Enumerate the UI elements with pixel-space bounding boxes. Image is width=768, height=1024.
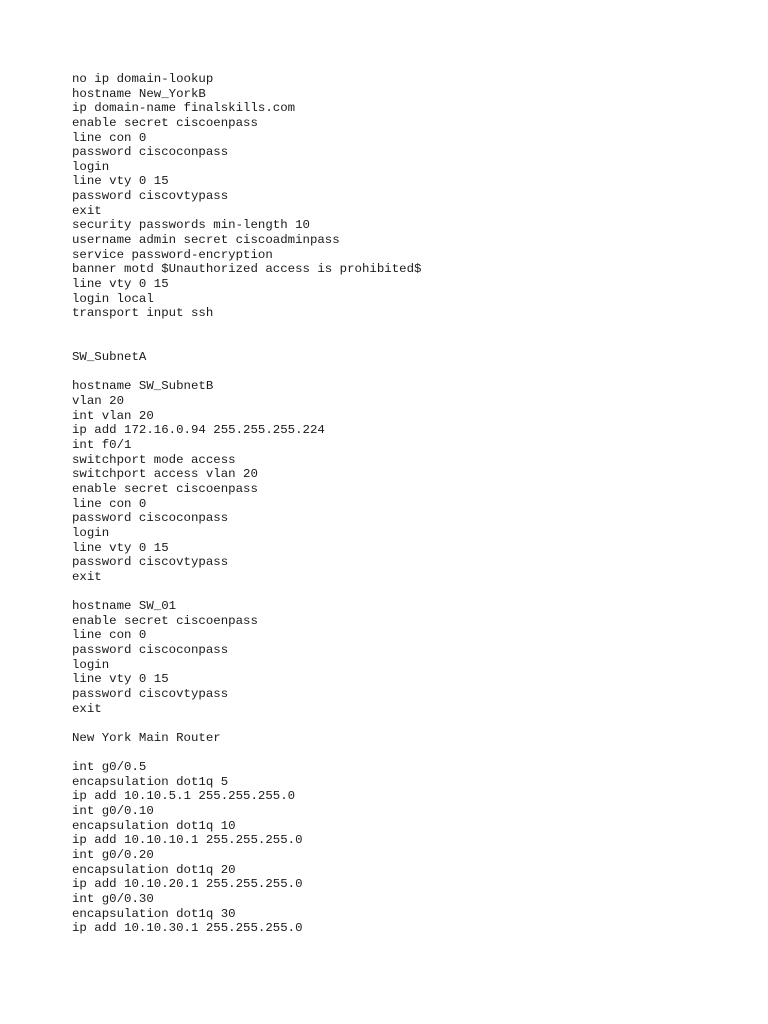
config-line: int f0/1 [72,438,132,453]
config-line: hostname SW_01 [72,599,177,614]
config-line: line vty 0 15 [72,174,169,189]
document-page [72,72,732,936]
config-line: ip domain-name finalskills.com [72,101,296,116]
config-line: enable secret ciscoenpass [72,481,258,496]
config-line: encapsulation dot1q 20 [72,862,236,877]
config-line: exit [72,701,102,716]
config-line: password ciscovtypass [72,189,229,204]
config-line: password ciscovtypass [72,686,229,701]
config-line: ip add 10.10.20.1 255.255.255.0 [72,877,303,892]
config-line: line con 0 [72,130,147,145]
config-line: login local [72,291,154,306]
spacer [72,584,732,599]
config-line: encapsulation dot1q 30 [72,906,236,921]
config-line: ip add 172.16.0.94 255.255.255.224 [72,423,325,438]
config-line: int g0/0.30 [72,891,154,906]
config-line: login [72,657,110,672]
config-line: int g0/0.20 [72,847,154,862]
config-line: int g0/0.5 [72,760,147,775]
config-line: SW_SubnetA [72,350,147,365]
config-line: line vty 0 15 [72,276,169,291]
config-block-sw-01 [72,599,732,716]
config-line: no ip domain-lookup [72,72,214,86]
spacer [72,716,732,731]
config-line: line vty 0 15 [72,672,169,687]
config-line: encapsulation dot1q 5 [72,774,229,789]
config-block-new-yorkb [72,72,732,321]
heading-new-york-main-router [72,731,732,746]
config-line: exit [72,569,102,584]
config-line: login [72,525,110,540]
spacer [72,321,732,350]
config-line: enable secret ciscoenpass [72,115,258,130]
config-line: ip add 10.10.10.1 255.255.255.0 [72,833,303,848]
config-line: hostname SW_SubnetB [72,379,214,394]
config-line: password ciscoconpass [72,145,229,160]
config-line: security passwords min-length 10 [72,218,310,233]
config-line: enable secret ciscoenpass [72,613,258,628]
heading-sw-subneta [72,350,732,365]
config-line: password ciscoconpass [72,511,229,526]
config-line: exit [72,203,102,218]
config-line: int g0/0.10 [72,804,154,819]
config-line: ip add 10.10.5.1 255.255.255.0 [72,789,296,804]
config-line: switchport access vlan 20 [72,467,258,482]
config-line: New York Main Router [72,730,221,745]
config-line: banner motd $Unauthorized access is prohibited$ [72,262,422,277]
config-line: password ciscovtypass [72,555,229,570]
config-line: line vty 0 15 [72,540,169,555]
config-line: int vlan 20 [72,408,154,423]
spacer [72,365,732,380]
config-line: ip add 10.10.30.1 255.255.255.0 [72,921,303,936]
config-line: password ciscoconpass [72,643,229,657]
config-block-sw-subnetb [72,379,732,584]
config-line: service password-encryption [72,247,273,262]
spacer [72,745,732,760]
config-line: hostname New_YorkB [72,86,206,101]
config-line: username admin secret ciscoadminpass [72,233,340,248]
config-line: transport input ssh [72,306,214,321]
config-line: line con 0 [72,496,147,511]
config-block-ny-main-router [72,760,732,936]
config-line: line con 0 [72,628,147,643]
config-line: vlan 20 [72,394,125,409]
config-line: switchport mode access [72,452,236,467]
config-line: login [72,159,110,174]
config-line: encapsulation dot1q 10 [72,818,236,833]
